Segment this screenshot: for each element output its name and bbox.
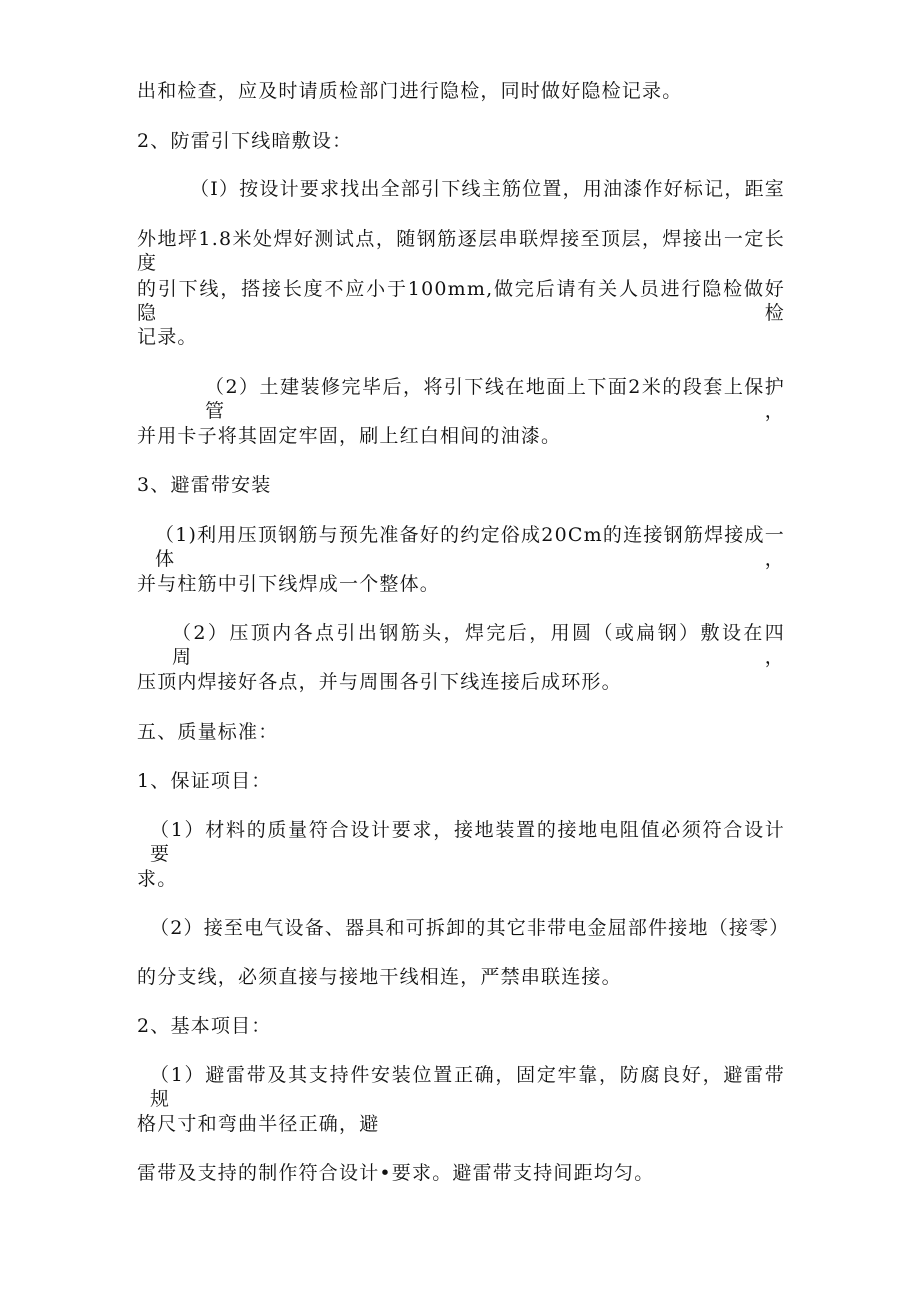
section-heading: 2、防雷引下线暗敷设： (137, 130, 353, 152)
paragraph-line: 压顶内焊接好各点，并与周围各引下线连接后成环形。 (137, 671, 622, 693)
section-heading: 1、保证项目： (137, 770, 272, 792)
section-heading: 2、基本项目： (137, 1015, 272, 1037)
paragraph-line: 出和检查，应及时请质检部门进行隐检，同时做好隐检记录。 (137, 80, 683, 102)
paragraph-line: （2）接至电气设备、器具和可拆卸的其它非带电金屈部件接地（接零） (150, 917, 790, 939)
paragraph-line: 并与柱筋中引下线焊成一个整体。 (137, 573, 441, 595)
paragraph-line: 求。 (137, 868, 178, 890)
paragraph-line: （1)利用压顶钢筋与预先准备好的约定俗成20Cm的连接钢筋焊接成一体， (155, 524, 785, 570)
paragraph-line: （1）材料的质量符合设计要求，接地装置的接地电阻值必须符合设计要 (150, 819, 785, 865)
paragraph-line: 雷带及支持的制作符合设计•要求。避雷带支持间距均匀。 (137, 1162, 655, 1184)
paragraph-line: 的引下线，搭接长度不应小于100mm,做完后请有关人员进行隐检做好隐检 (137, 278, 785, 324)
section-heading: 3、避雷带安装 (137, 474, 272, 496)
paragraph-line: （I）按设计要求找出全部引下线主筋位置，用油漆作好标记，距室 (190, 178, 785, 200)
paragraph-line: 外地坪1.8米处焊好测试点，随钢筋逐层串联焊接至顶层，焊接出一定长度 (137, 228, 785, 274)
paragraph-line: （1）避雷带及其支持件安装位置正确，固定牢靠，防腐良好，避雷带规 (150, 1064, 785, 1110)
paragraph-line: （2）土建装修完毕后，将引下线在地面上下面2米的段套上保护管， (205, 376, 785, 422)
paragraph-line: 的分支线，必须直接与接地干线相连，严禁串联连接。 (137, 966, 622, 988)
section-heading: 五、质量标准： (137, 721, 279, 743)
paragraph-line: 格尺寸和弯曲半径正确，避 (137, 1113, 380, 1135)
paragraph-line: 记录。 (137, 326, 198, 348)
paragraph-line: （2）压顶内各点引出钢筋头，焊完后，用圆（或扁钢）敷设在四周， (172, 622, 785, 668)
paragraph-line: 并用卡子将其固定牢固，刷上红白相间的油漆。 (137, 425, 562, 447)
